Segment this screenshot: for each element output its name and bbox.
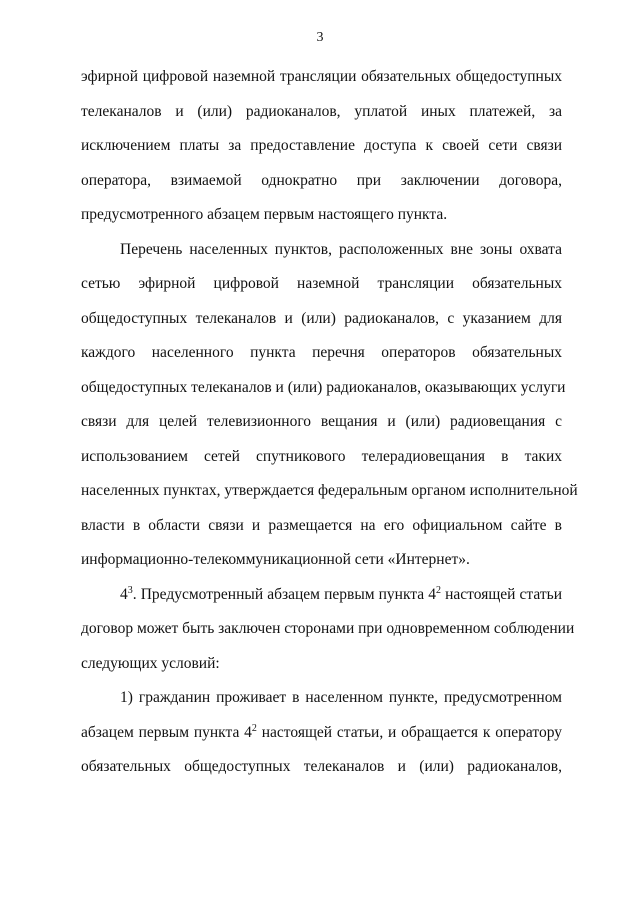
item-number: 4 bbox=[120, 585, 128, 603]
text-line: следующих условий: bbox=[81, 654, 220, 672]
text-line: общедоступных телеканалов и (или) радиоканалов, оказывающих услуги bbox=[81, 378, 566, 396]
text-line: использованием сетей спутникового телерадиовещания в таких bbox=[81, 447, 562, 465]
reference-superscript: 2 bbox=[436, 584, 442, 596]
text-line: исключением платы за предоставление доступа к своей сети связи bbox=[81, 137, 562, 154]
text-line bbox=[81, 723, 562, 758]
text-line: информационно-телекоммуникационной сети «Интернет». bbox=[81, 551, 470, 568]
paragraph-first-line: 1) гражданин проживает в населенном пункте, предусмотренном bbox=[120, 689, 562, 706]
text-line: связи для целей телевизионного вещания и (или) радиовещания с bbox=[81, 413, 562, 430]
text-line: телеканалов и (или) радиоканалов, уплатой иных платежей, за bbox=[81, 102, 562, 120]
document-body bbox=[81, 67, 578, 792]
text-fragment: . Предусмотренный абзацем первым пункта 4 bbox=[132, 585, 437, 603]
paragraph-first-line bbox=[81, 585, 562, 620]
text-line: каждого населенного пункта перечня операторов обязательных bbox=[81, 344, 562, 361]
reference-superscript: 2 bbox=[251, 722, 257, 734]
text-line: сетью эфирной цифровой наземной трансляции обязательных bbox=[81, 275, 562, 292]
page-number: 3 bbox=[316, 30, 324, 45]
item-number-superscript: 3 bbox=[127, 584, 133, 596]
paragraph-first-line: Перечень населенных пунктов, расположенных вне зоны охвата bbox=[120, 240, 562, 258]
text-fragment: настоящей статьи, и обращается к оператору bbox=[256, 723, 562, 741]
text-fragment: абзацем первым пункта 4 bbox=[81, 723, 252, 741]
text-line: населенных пунктах, утверждается федеральным органом исполнительной bbox=[81, 482, 578, 499]
text-line: оператора, взимаемой однократно при заключении договора, bbox=[81, 171, 562, 189]
text-fragment: настоящей статьи bbox=[441, 585, 563, 603]
text-line: договор может быть заключен сторонами при одновременном соблюдении bbox=[81, 620, 575, 637]
text-line: эфирной цифровой наземной трансляции обязательных общедоступных bbox=[81, 68, 562, 85]
text-line: власти в области связи и размещается на его официальном сайте в bbox=[81, 516, 562, 534]
text-line: общедоступных телеканалов и (или) радиоканалов, с указанием для bbox=[81, 309, 562, 327]
text-line: предусмотренного абзацем первым настоящего пункта. bbox=[81, 206, 448, 223]
text-line: обязательных общедоступных телеканалов и (или) радиоканалов, bbox=[81, 758, 562, 775]
